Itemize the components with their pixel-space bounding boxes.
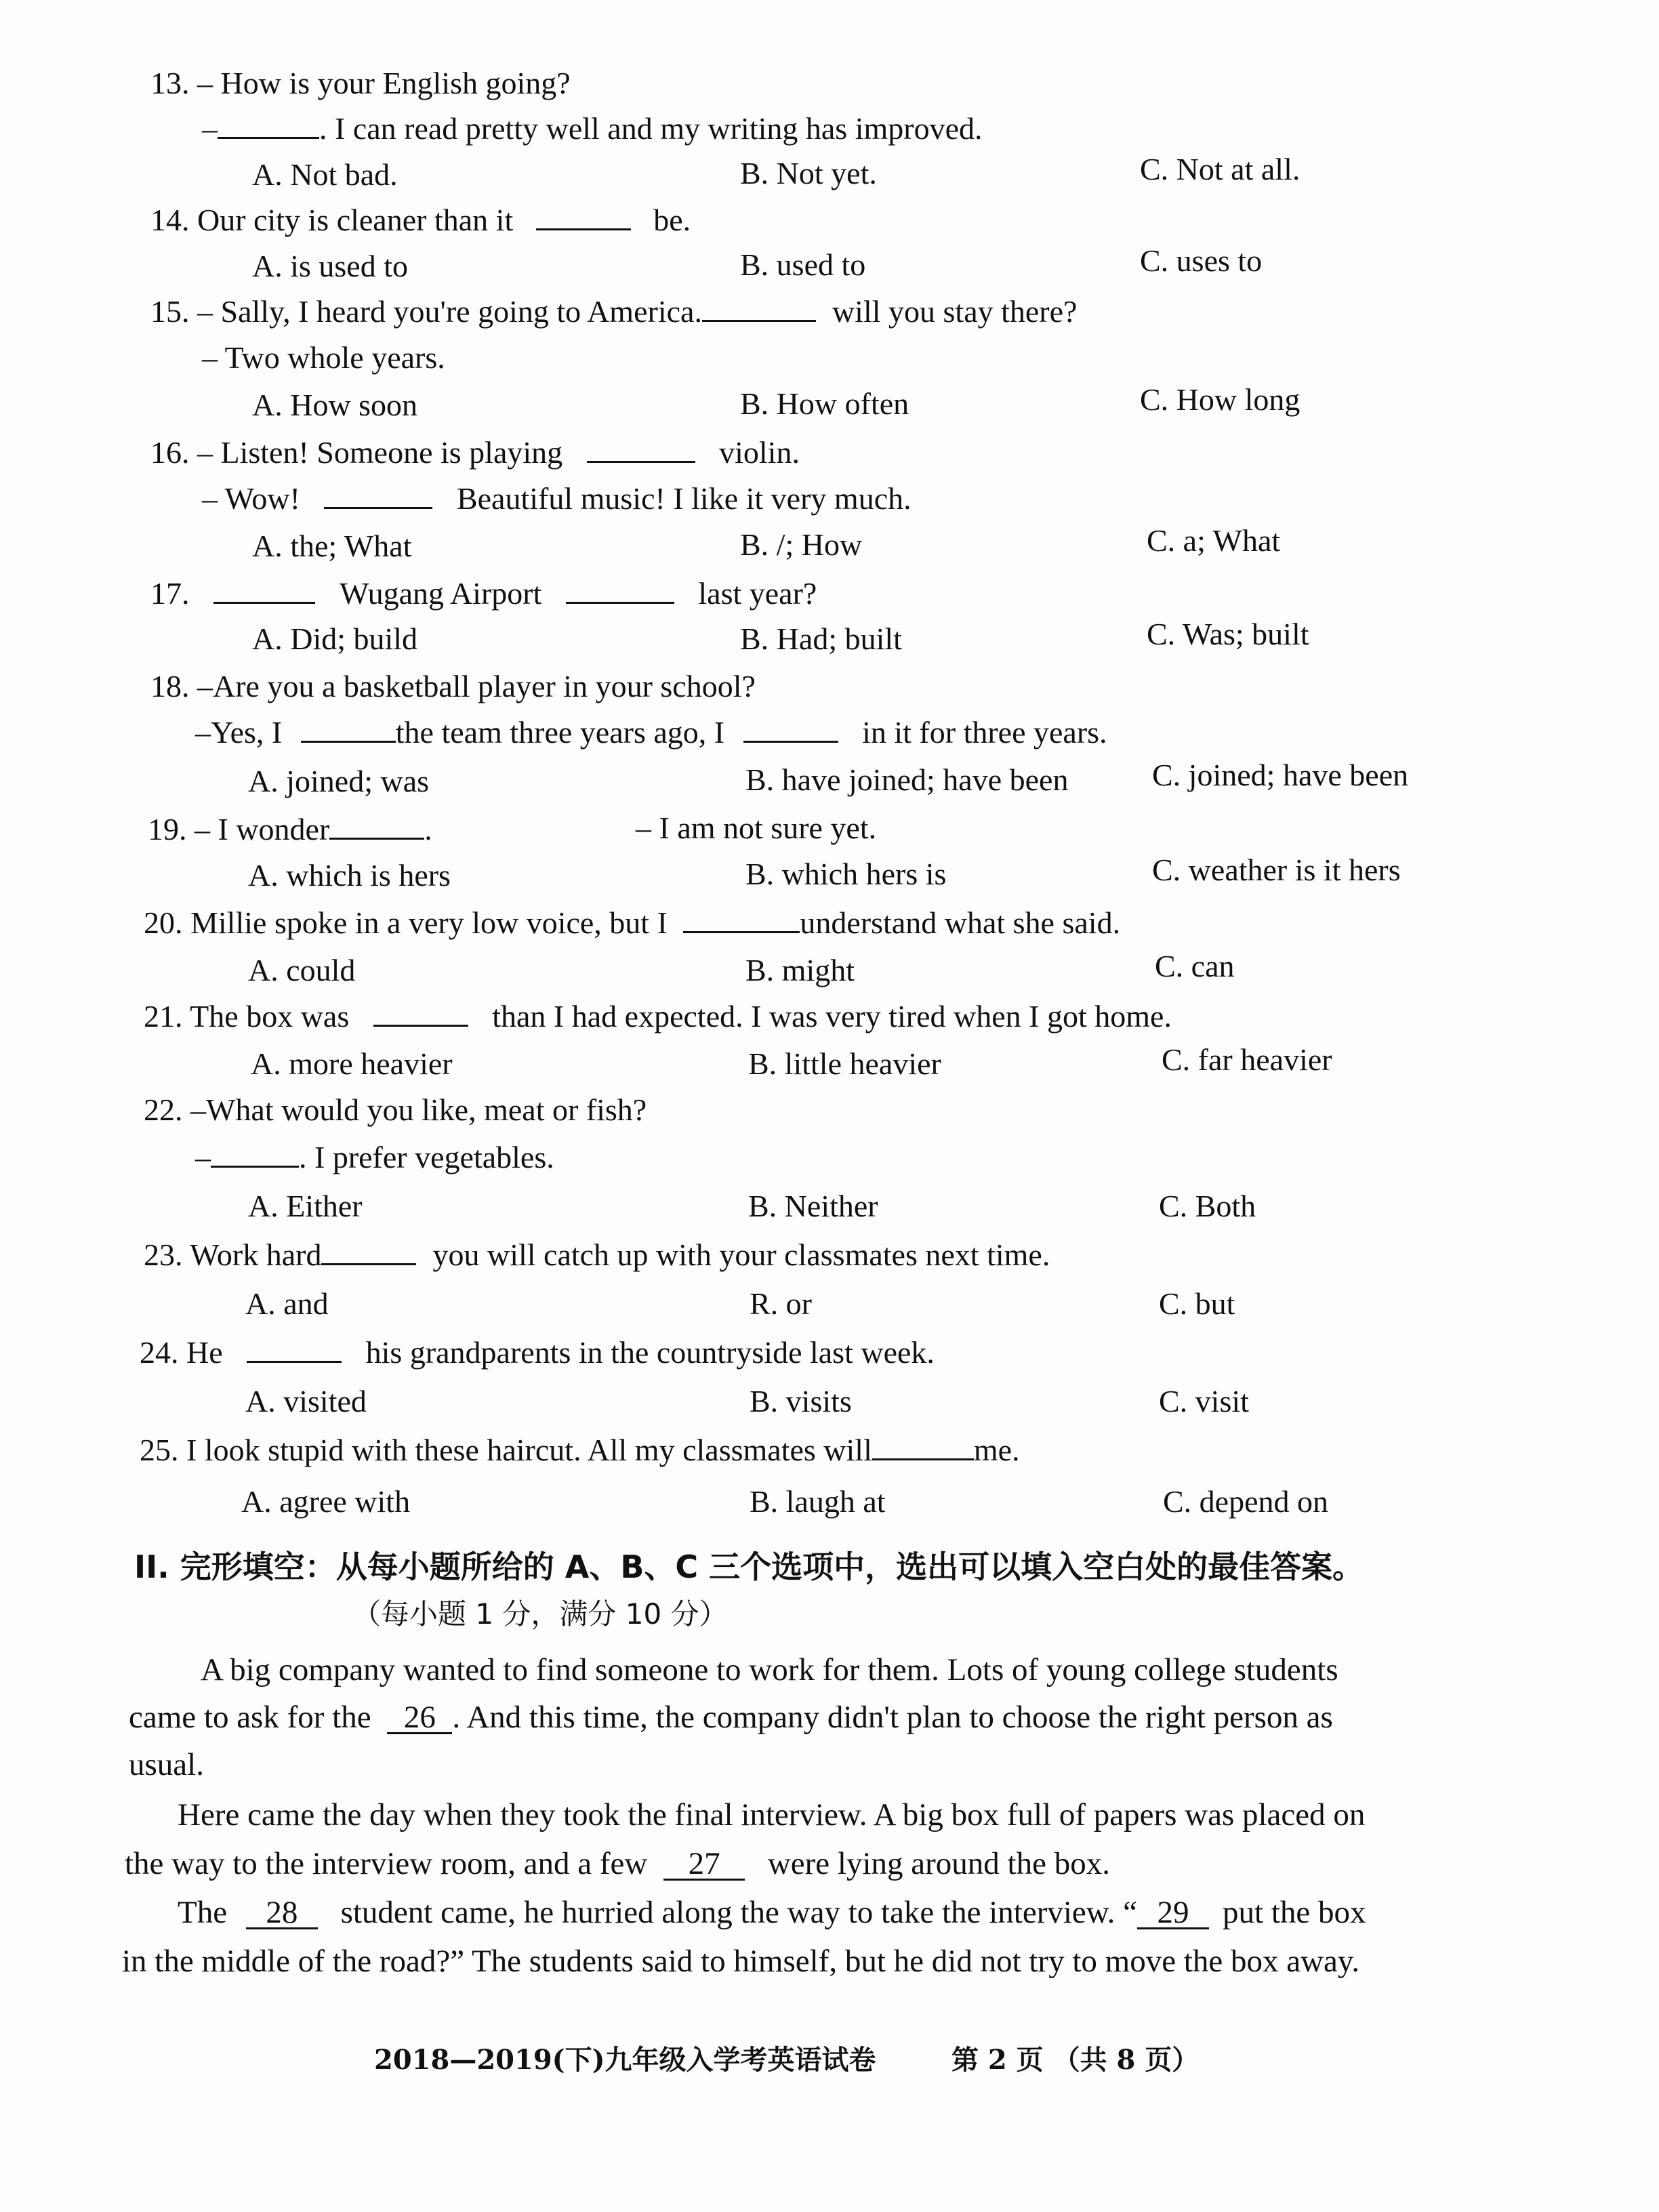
question-22: [144, 1091, 647, 1129]
q22-option-b: B. Neither: [748, 1189, 878, 1223]
q17-stem-end: last year?: [698, 576, 817, 611]
q16-option-a: A. the; What: [252, 529, 412, 563]
q24-number: 24.: [140, 1335, 179, 1370]
q14-option-b: B. used to: [740, 247, 866, 282]
q14-blank: [536, 203, 631, 230]
passage-p1-line3: usual.: [129, 1747, 204, 1782]
q16-option-c: C. a; What: [1147, 523, 1281, 558]
q13-response-text: . I can read pretty well and my writing has improved.: [319, 111, 983, 146]
q23-option-c: C. but: [1159, 1286, 1235, 1321]
q19-response: – I am not sure yet.: [636, 811, 877, 845]
q23-stem: Work hard: [190, 1237, 322, 1272]
q13-dash: –: [202, 111, 218, 146]
q21-blank: [373, 999, 468, 1027]
q18-blank-2: [743, 715, 838, 743]
question-24: [140, 1334, 935, 1372]
question-15: [150, 293, 1077, 331]
q21-option-a: A. more heavier: [251, 1046, 453, 1081]
passage-p3-line1-start: The: [178, 1895, 228, 1930]
q21-option-b: B. little heavier: [748, 1046, 941, 1081]
q20-number: 20.: [144, 905, 183, 940]
q13-prompt: – How is your English going?: [197, 66, 571, 100]
q18-option-c: C. joined; have been: [1152, 758, 1409, 792]
q20-blank: [683, 905, 800, 933]
passage-p2-line2: [125, 1845, 1110, 1883]
q22-blank: [211, 1140, 299, 1168]
q20-option-c: C. can: [1155, 949, 1235, 983]
q15-stem: – Sally, I heard you're going to America.: [197, 294, 702, 329]
q14-stem: Our city is cleaner than it: [197, 203, 514, 237]
passage-p1-line2: [129, 1698, 1333, 1736]
q15-option-c: C. How long: [1140, 382, 1300, 417]
q14-number: 14.: [150, 203, 190, 237]
passage-p1-line1: A big company wanted to find someone to work for them. Lots of young college students: [201, 1652, 1338, 1687]
q17-blank-2: [566, 576, 674, 604]
q24-option-b: B. visits: [750, 1384, 852, 1418]
q22-option-c: C. Both: [1159, 1189, 1256, 1223]
q19-option-b: B. which hers is: [745, 857, 947, 891]
question-19: [148, 811, 432, 848]
question-14: [150, 201, 691, 239]
q24-blank: [247, 1335, 342, 1363]
q16-response: [202, 480, 912, 518]
q19-blank: [329, 812, 424, 840]
passage-p3-line1-end: put the box: [1223, 1895, 1366, 1930]
q22-number: 22.: [144, 1092, 183, 1127]
q17-option-a: A. Did; build: [252, 621, 418, 656]
q17-number: 17.: [150, 576, 190, 611]
q25-stem: I look stupid with these haircut. All my classmates will: [186, 1433, 872, 1467]
q25-number: 25.: [140, 1433, 179, 1467]
q18-stem: –Are you a basketball player in your school?: [197, 669, 756, 703]
q16-stem: – Listen! Someone is playing: [197, 435, 563, 470]
q22-stem: –What would you like, meat or fish?: [190, 1092, 647, 1127]
q16-number: 16.: [150, 435, 190, 470]
q15-option-b: B. How often: [740, 386, 909, 421]
q16-blank-1: [587, 435, 695, 463]
section-2-heading: II. 完形填空：从每小题所给的 A、B、C 三个选项中，选出可以填入空白处的最佳答案。: [134, 1549, 1364, 1585]
q22-response-text: . I prefer vegetables.: [299, 1140, 554, 1174]
q16-option-b: B. /; How: [740, 527, 863, 562]
q21-option-c: C. far heavier: [1162, 1042, 1332, 1077]
q17-stem: Wugang Airport: [340, 576, 542, 611]
q17-blank-1: [213, 576, 315, 604]
question-13: [150, 64, 571, 102]
q18-option-b: B. have joined; have been: [745, 762, 1069, 797]
q13-option-c: C. Not at all.: [1140, 152, 1300, 186]
q22-option-a: A. Either: [248, 1189, 363, 1223]
q21-stem: The box was: [190, 999, 350, 1033]
q15-stem-end: will you stay there?: [832, 294, 1078, 329]
question-18: [150, 668, 756, 705]
q21-stem-end: than I had expected. I was very tired when I got home.: [492, 999, 1172, 1033]
q20-stem: Millie spoke in a very low voice, but I: [190, 905, 668, 940]
q14-option-a: A. is used to: [252, 249, 408, 283]
q19-number: 19.: [148, 812, 187, 846]
q17-option-b: B. Had; built: [740, 621, 902, 656]
q25-option-c: C. depend on: [1163, 1484, 1329, 1519]
q15-option-a: A. How soon: [252, 388, 418, 422]
q23-option-b: R. or: [750, 1286, 812, 1321]
question-25: [140, 1431, 1020, 1469]
q20-stem-end: understand what she said.: [800, 905, 1121, 940]
question-21: [144, 998, 1172, 1036]
q20-option-a: A. could: [248, 953, 356, 987]
q18-option-a: A. joined; was: [248, 764, 430, 798]
q23-stem-end: you will catch up with your classmates next time.: [432, 1237, 1050, 1272]
q18-blank-1: [301, 715, 396, 743]
section-2-scoring: （每小题 1 分，满分 10 分）: [352, 1597, 728, 1631]
q18-response-end: in it for three years.: [862, 715, 1107, 750]
footer-page-number: 第 2 页 （共 8 页）: [951, 2044, 1200, 2076]
passage-p1-line2-end: . And this time, the company didn't plan to choose the right person as: [452, 1700, 1333, 1735]
q19-stem-end: .: [424, 812, 432, 846]
q13-option-b: B. Not yet.: [740, 156, 877, 190]
q19-stem: – I wonder: [194, 812, 330, 846]
q15-blank: [702, 294, 816, 322]
passage-p2-line1: Here came the day when they took the final interview. A big box full of papers was placed on: [178, 1797, 1366, 1832]
q24-stem-end: his grandparents in the countryside last week.: [365, 1335, 935, 1370]
q18-response-mid: the team three years ago, I: [395, 715, 725, 750]
blank-28: 28: [246, 1898, 318, 1929]
q16-response-end: Beautiful music! I like it very much.: [456, 481, 912, 516]
q24-option-a: A. visited: [245, 1384, 367, 1418]
passage-p3-line1: [178, 1893, 1366, 1931]
question-23: [144, 1236, 1050, 1274]
q15-number: 15.: [150, 294, 190, 329]
q16-stem-end: violin.: [719, 435, 800, 470]
passage-p2-line2-end: were lying around the box.: [767, 1846, 1110, 1881]
q13-blank: [218, 111, 319, 139]
q23-number: 23.: [144, 1237, 183, 1272]
q18-number: 18.: [150, 669, 190, 703]
question-17: [150, 575, 817, 613]
q18-response-start: –Yes, I: [195, 715, 283, 750]
blank-26: 26: [387, 1702, 452, 1734]
q19-option-a: A. which is hers: [248, 858, 451, 893]
q15-response: – Two whole years.: [202, 340, 445, 375]
q19-option-c: C. weather is it hers: [1152, 853, 1401, 887]
q20-option-b: B. might: [745, 953, 855, 987]
q17-option-c: C. Was; built: [1147, 617, 1309, 651]
q21-number: 21.: [144, 999, 183, 1033]
q25-stem-end: me.: [973, 1433, 1020, 1467]
q22-response: [195, 1139, 554, 1176]
q14-option-c: C. uses to: [1140, 243, 1263, 278]
passage-p3-line1-mid: student came, he hurried along the way to take the interview. “: [340, 1895, 1138, 1930]
q16-response-start: – Wow!: [202, 481, 300, 516]
q23-option-a: A. and: [245, 1286, 329, 1321]
q25-blank: [872, 1433, 974, 1460]
passage-p2-line2-start: the way to the interview room, and a few: [125, 1846, 648, 1881]
passage-p3-line2: in the middle of the road?” The students said to himself, but he did not try to move the box away.: [122, 1944, 1360, 1979]
q24-option-c: C. visit: [1159, 1384, 1249, 1418]
blank-27: 27: [663, 1849, 745, 1881]
q25-option-a: A. agree with: [241, 1484, 411, 1519]
q25-option-b: B. laugh at: [750, 1484, 886, 1519]
q22-dash: –: [195, 1140, 211, 1174]
q14-stem-end: be.: [653, 203, 691, 237]
q13-option-a: A. Not bad.: [252, 157, 398, 192]
q18-response: [195, 714, 1107, 752]
footer-exam-title: 2018—2019(下)九年级入学考英语试卷: [374, 2044, 876, 2076]
q16-blank-2: [324, 481, 432, 509]
q13-number: 13.: [150, 66, 190, 100]
q24-stem: He: [186, 1335, 223, 1370]
passage-p1-line2-start: came to ask for the: [129, 1700, 371, 1735]
q13-response: [202, 110, 983, 148]
question-20: [144, 904, 1120, 942]
q23-blank: [321, 1237, 416, 1265]
question-16: [150, 434, 800, 472]
blank-29: 29: [1137, 1898, 1209, 1929]
